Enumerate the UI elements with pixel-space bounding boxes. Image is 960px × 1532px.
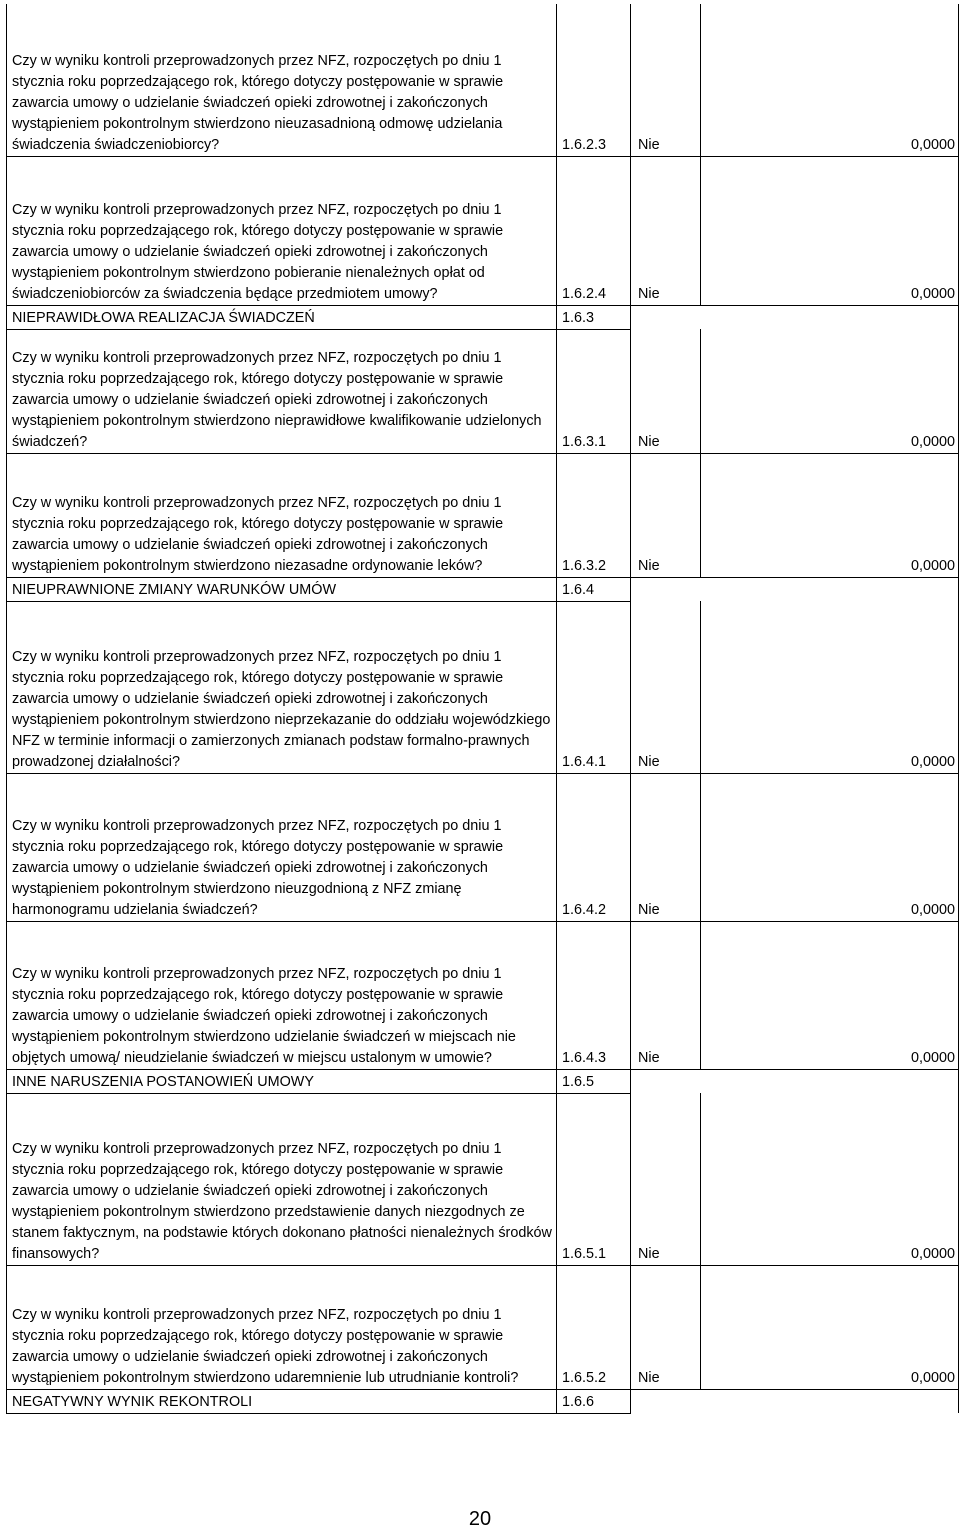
section-row xyxy=(7,577,959,601)
section-row xyxy=(7,1069,959,1093)
answer-value xyxy=(631,577,701,601)
answer-value xyxy=(631,305,701,329)
question-code: 1.6.2.4 xyxy=(557,156,631,305)
score-value: 0,0000 xyxy=(701,4,959,156)
page-number: 20 xyxy=(468,1508,492,1530)
question-code: 1.6.5.2 xyxy=(557,1265,631,1389)
score-value xyxy=(701,577,959,601)
score-value: 0,0000 xyxy=(701,921,959,1069)
score-value: 0,0000 xyxy=(701,1093,959,1265)
answer-value: Nie xyxy=(631,773,701,921)
answer-value xyxy=(631,1389,701,1413)
section-row xyxy=(7,305,959,329)
question-code: 1.6.4.3 xyxy=(557,921,631,1069)
question-code: 1.6.6 xyxy=(557,1389,631,1413)
question-code: 1.6.3 xyxy=(557,305,631,329)
question-row xyxy=(7,601,959,773)
question-text: Czy w wyniku kontroli przeprowadzonych przez NFZ, rozpoczętych po dniu 1 stycznia roku poprzedzającego rok, którego dotyczy postępowanie w sprawie zawarcia umowy o udzielanie świadczeń opieki zdrowotnej i zakończonych wystąpieniem pokontrolnym stwierdzono nieuzgodnioną z NFZ zmianę harmonogramu udzielania świadczeń? xyxy=(7,773,557,921)
question-text: Czy w wyniku kontroli przeprowadzonych przez NFZ, rozpoczętych po dniu 1 stycznia roku poprzedzającego rok, którego dotyczy postępowanie w sprawie zawarcia umowy o udzielanie świadczeń opieki zdrowotnej i zakończonych wystąpieniem pokontrolnym stwierdzono pobieranie nienależnych opłat od świadczeniobiorców za świadczenia będące przedmiotem umowy? xyxy=(7,156,557,305)
question-code: 1.6.4.2 xyxy=(557,773,631,921)
question-code: 1.6.3.2 xyxy=(557,453,631,577)
question-row xyxy=(7,156,959,305)
score-value: 0,0000 xyxy=(701,453,959,577)
question-row xyxy=(7,773,959,921)
question-text: Czy w wyniku kontroli przeprowadzonych przez NFZ, rozpoczętych po dniu 1 stycznia roku poprzedzającego rok, którego dotyczy postępowanie w sprawie zawarcia umowy o udzielanie świadczeń opieki zdrowotnej i zakończonych wystąpieniem pokontrolnym stwierdzono udzielanie świadczeń w miejscach nie objętych umową/ nieudzielanie świadczeń w miejscu ustalonym w umowie? xyxy=(7,921,557,1069)
question-row xyxy=(7,921,959,1069)
question-text: Czy w wyniku kontroli przeprowadzonych przez NFZ, rozpoczętych po dniu 1 stycznia roku poprzedzającego rok, którego dotyczy postępowanie w sprawie zawarcia umowy o udzielanie świadczeń opieki zdrowotnej i zakończonych wystąpieniem pokontrolnym stwierdzono nieprzekazanie do oddziału wojewódzkiego NFZ w terminie informacji o zamierzonych zmianach podstaw formalno-prawnych prowadzonej działalności? xyxy=(7,601,557,773)
answer-value: Nie xyxy=(631,4,701,156)
question-code: 1.6.4 xyxy=(557,577,631,601)
section-title: NIEPRAWIDŁOWA REALIZACJA ŚWIADCZEŃ xyxy=(7,305,557,329)
question-text: Czy w wyniku kontroli przeprowadzonych przez NFZ, rozpoczętych po dniu 1 stycznia roku poprzedzającego rok, którego dotyczy postępowanie w sprawie zawarcia umowy o udzielanie świadczeń opieki zdrowotnej i zakończonych wystąpieniem pokontrolnym stwierdzono przedstawienie danych niezgodnych ze stanem faktycznym, na podstawie których dokonano płatności nienależnych środków finansowych? xyxy=(7,1093,557,1265)
score-value: 0,0000 xyxy=(701,156,959,305)
score-value: 0,0000 xyxy=(701,601,959,773)
questionnaire-table xyxy=(6,4,959,1414)
score-value: 0,0000 xyxy=(701,329,959,453)
answer-value: Nie xyxy=(631,601,701,773)
section-row xyxy=(7,1389,959,1413)
section-title: NIEUPRAWNIONE ZMIANY WARUNKÓW UMÓW xyxy=(7,577,557,601)
question-text: Czy w wyniku kontroli przeprowadzonych przez NFZ, rozpoczętych po dniu 1 stycznia roku poprzedzającego rok, którego dotyczy postępowanie w sprawie zawarcia umowy o udzielanie świadczeń opieki zdrowotnej i zakończonych wystąpieniem pokontrolnym stwierdzono udaremnienie lub utrudnianie kontroli? xyxy=(7,1265,557,1389)
section-title: NEGATYWNY WYNIK REKONTROLI xyxy=(7,1389,557,1413)
section-title: INNE NARUSZENIA POSTANOWIEŃ UMOWY xyxy=(7,1069,557,1093)
question-text: Czy w wyniku kontroli przeprowadzonych przez NFZ, rozpoczętych po dniu 1 stycznia roku poprzedzającego rok, którego dotyczy postępowanie w sprawie zawarcia umowy o udzielanie świadczeń opieki zdrowotnej i zakończonych wystąpieniem pokontrolnym stwierdzono nieprawidłowe kwalifikowanie udzielonych świadczeń? xyxy=(7,329,557,453)
question-code: 1.6.5 xyxy=(557,1069,631,1093)
question-code: 1.6.3.1 xyxy=(557,329,631,453)
question-row xyxy=(7,4,959,156)
question-row xyxy=(7,1093,959,1265)
question-code: 1.6.5.1 xyxy=(557,1093,631,1265)
question-code: 1.6.4.1 xyxy=(557,601,631,773)
question-code: 1.6.2.3 xyxy=(557,4,631,156)
question-row xyxy=(7,329,959,453)
answer-value: Nie xyxy=(631,1265,701,1389)
answer-value: Nie xyxy=(631,921,701,1069)
score-value xyxy=(701,1069,959,1093)
answer-value xyxy=(631,1069,701,1093)
question-text: Czy w wyniku kontroli przeprowadzonych przez NFZ, rozpoczętych po dniu 1 stycznia roku poprzedzającego rok, którego dotyczy postępowanie w sprawie zawarcia umowy o udzielanie świadczeń opieki zdrowotnej i zakończonych wystąpieniem pokontrolnym stwierdzono nieuzasadnioną odmowę udzielania świadczenia świadczeniobiorcy? xyxy=(7,4,557,156)
question-row xyxy=(7,453,959,577)
score-value: 0,0000 xyxy=(701,1265,959,1389)
answer-value: Nie xyxy=(631,453,701,577)
score-value xyxy=(701,1389,959,1413)
score-value: 0,0000 xyxy=(701,773,959,921)
answer-value: Nie xyxy=(631,1093,701,1265)
score-value xyxy=(701,305,959,329)
answer-value: Nie xyxy=(631,329,701,453)
answer-value: Nie xyxy=(631,156,701,305)
question-row xyxy=(7,1265,959,1389)
question-text: Czy w wyniku kontroli przeprowadzonych przez NFZ, rozpoczętych po dniu 1 stycznia roku poprzedzającego rok, którego dotyczy postępowanie w sprawie zawarcia umowy o udzielanie świadczeń opieki zdrowotnej i zakończonych wystąpieniem pokontrolnym stwierdzono niezasadne ordynowanie leków? xyxy=(7,453,557,577)
